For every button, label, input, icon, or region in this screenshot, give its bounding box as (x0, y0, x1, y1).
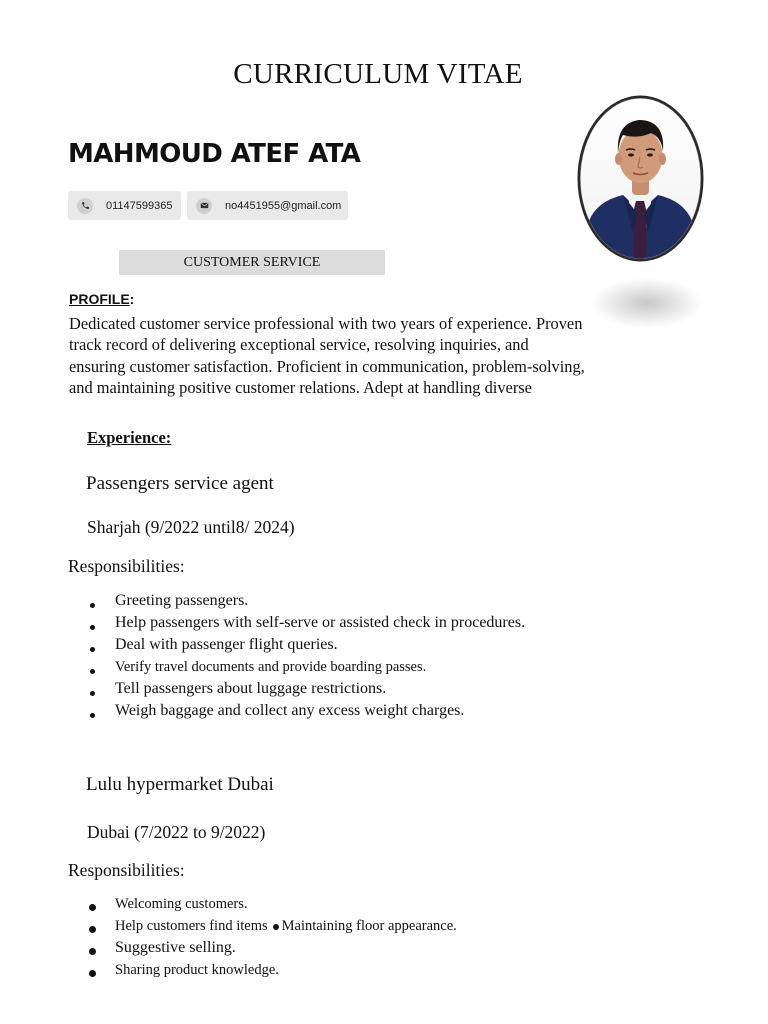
list-item: Sharing product knowledge. (68, 959, 457, 981)
responsibilities-heading: Responsibilities: (68, 556, 185, 576)
list-item: Verify travel documents and provide boarding passes. (68, 656, 525, 678)
profile-line: and maintaining positive customer relations. Adept at handling diverse (69, 377, 532, 397)
profile-line: ensuring customer satisfaction. Proficient in communication, problem-solving, (69, 356, 585, 376)
profile-line: track record of delivering exceptional service, resolving inquiries, and (69, 335, 529, 355)
candidate-name: MAHMOUD ATEF ATA (68, 139, 361, 169)
list-item: Suggestive selling. (68, 937, 457, 959)
profile-summary (69, 313, 649, 398)
job-title: Passengers service agent (86, 473, 274, 494)
job-location: Dubai (7/2022 to 9/2022) (87, 822, 266, 842)
experience-heading: Experience: (87, 428, 172, 447)
phone-icon (77, 198, 93, 214)
phone-number: 01147599365 (106, 199, 173, 212)
job-role-banner: CUSTOMER SERVICE (119, 250, 385, 275)
phone-contact[interactable] (68, 191, 181, 220)
profile-photo (575, 93, 706, 264)
responsibilities-list (68, 590, 525, 722)
list-item: Deal with passenger flight queries. (68, 634, 525, 656)
list-item: Welcoming customers. (68, 893, 457, 915)
mail-icon (196, 198, 212, 214)
list-item: Weigh baggage and collect any excess weight charges. (68, 700, 525, 722)
responsibilities-heading: Responsibilities: (68, 860, 185, 880)
document-title: CURRICULUM VITAE (233, 58, 523, 90)
list-item: Help customers find items Maintaining floor appearance. (68, 915, 457, 937)
list-item: Help passengers with self-serve or assisted check in procedures. (68, 612, 525, 634)
job-title: Lulu hypermarket Dubai (86, 774, 274, 795)
responsibilities-list (68, 893, 457, 981)
job-location: Sharjah (9/2022 until8/ 2024) (87, 517, 295, 537)
email-contact[interactable] (187, 191, 348, 220)
list-item: Greeting passengers. (68, 590, 525, 612)
profile-line: Dedicated customer service professional with two years of experience. Proven (69, 314, 583, 333)
bullet-dot (273, 924, 279, 930)
list-item: Tell passengers about luggage restrictions. (68, 678, 525, 700)
profile-heading: PROFILE: (69, 291, 135, 307)
email-address: no4451955@gmail.com (225, 199, 342, 212)
